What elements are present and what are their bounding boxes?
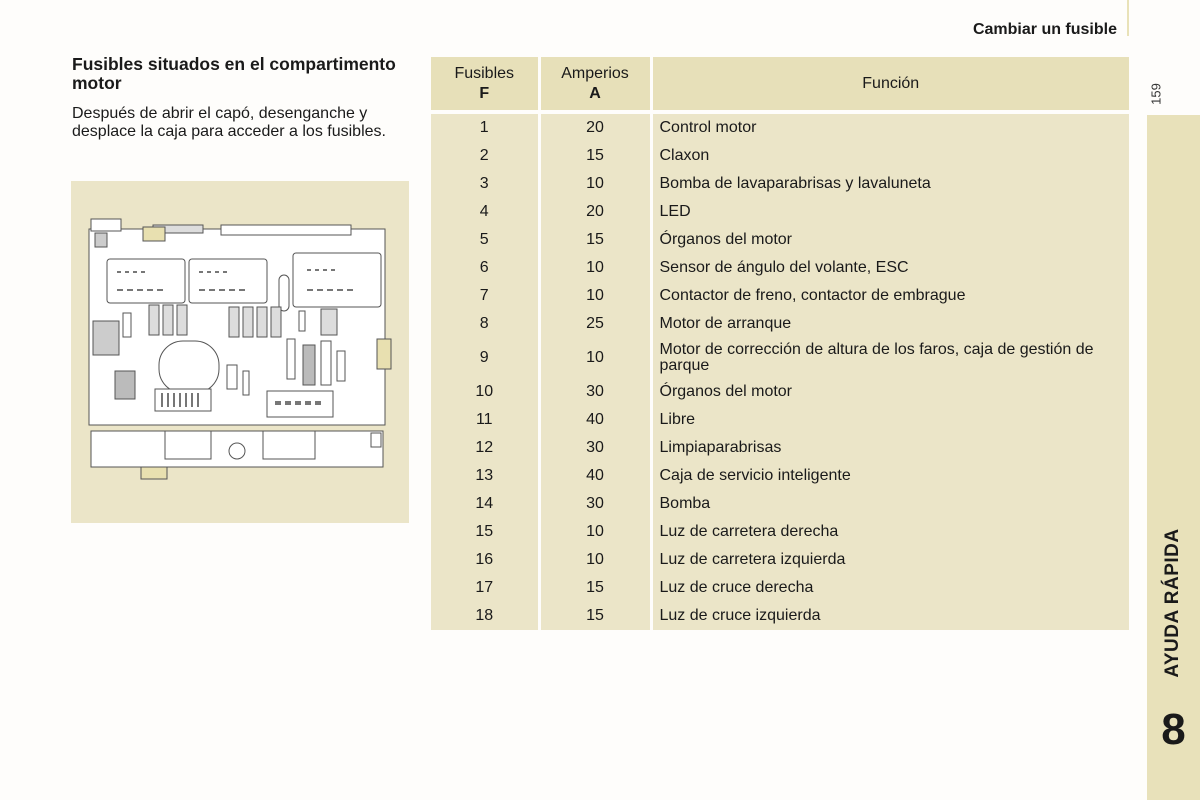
header-fuse-label: Fusibles: [454, 64, 515, 82]
amps-cell: 10: [539, 546, 651, 574]
amps-cell: 10: [539, 338, 651, 378]
table-row: [431, 170, 1129, 198]
table-row: [431, 546, 1129, 574]
table-row: [431, 254, 1129, 282]
fuse-number-cell: 11: [431, 406, 539, 434]
function-cell: Luz de cruce derecha: [651, 574, 1129, 602]
amps-cell: 20: [539, 198, 651, 226]
amps-cell: 15: [539, 574, 651, 602]
table-row: [431, 142, 1129, 170]
amps-cell: 10: [539, 170, 651, 198]
amps-cell: 15: [539, 142, 651, 170]
chapter-number: 8: [1161, 705, 1186, 754]
function-cell: Contactor de freno, contactor de embrague: [651, 282, 1129, 310]
amps-cell: 10: [539, 518, 651, 546]
table-row: [431, 338, 1129, 378]
header-fuse-unit: F: [479, 84, 490, 102]
table-row: [431, 282, 1129, 310]
fuse-number-cell: 3: [431, 170, 539, 198]
fuse-number-cell: 16: [431, 546, 539, 574]
amps-cell: 20: [539, 114, 651, 142]
function-cell: Luz de carretera derecha: [651, 518, 1129, 546]
table-row: [431, 462, 1129, 490]
table-row: [431, 114, 1129, 142]
function-cell: LED: [651, 198, 1129, 226]
function-cell: Motor de corrección de altura de los faros, caja de gestión de parque: [651, 338, 1129, 378]
function-cell: Control motor: [651, 114, 1129, 142]
header-function: Función: [651, 57, 1129, 110]
function-cell: Caja de servicio inteligente: [651, 462, 1129, 490]
table-row: [431, 226, 1129, 254]
fuse-number-cell: 8: [431, 310, 539, 338]
table-row: [431, 406, 1129, 434]
section-title: Fusibles situados en el compartimento motor: [72, 54, 396, 93]
fuse-box-diagram: [71, 181, 409, 523]
function-cell: Libre: [651, 406, 1129, 434]
table-row: [431, 602, 1129, 630]
function-cell: Órganos del motor: [651, 226, 1129, 254]
fuse-number-cell: 1: [431, 114, 539, 142]
amps-cell: 30: [539, 434, 651, 462]
table-row: [431, 490, 1129, 518]
chapter-side-tab: [1147, 115, 1200, 800]
table-row: [431, 378, 1129, 406]
fuse-number-cell: 13: [431, 462, 539, 490]
function-cell: Limpiaparabrisas: [651, 434, 1129, 462]
fuse-number-cell: 14: [431, 490, 539, 518]
fuse-number-cell: 18: [431, 602, 539, 630]
function-cell: Bomba: [651, 490, 1129, 518]
page-number-text: 159: [1148, 83, 1164, 105]
amps-cell: 10: [539, 282, 651, 310]
amps-cell: 15: [539, 226, 651, 254]
fuse-table: [431, 57, 1129, 630]
header-amps: [539, 57, 651, 110]
function-cell: Claxon: [651, 142, 1129, 170]
amps-cell: 15: [539, 602, 651, 630]
amps-cell: 30: [539, 490, 651, 518]
fuse-number-cell: 15: [431, 518, 539, 546]
table-row: [431, 434, 1129, 462]
fuse-number-cell: 4: [431, 198, 539, 226]
table-row: [431, 310, 1129, 338]
amps-cell: 10: [539, 254, 651, 282]
chapter-label: [1147, 115, 1200, 800]
page-header-title: Cambiar un fusible: [972, 21, 1117, 38]
function-cell: Bomba de lavaparabrisas y lavaluneta: [651, 170, 1129, 198]
section-body: Después de abrir el capó, desenganche y desplace la caja para acceder a los fusibles.: [72, 105, 386, 140]
fuse-number-cell: 12: [431, 434, 539, 462]
header-amps-unit: A: [589, 84, 601, 102]
function-cell: Luz de cruce izquierda: [651, 602, 1129, 630]
table-row: [431, 198, 1129, 226]
amps-cell: 40: [539, 406, 651, 434]
header-fuse: [431, 57, 539, 110]
fuse-number-cell: 7: [431, 282, 539, 310]
fuse-number-cell: 6: [431, 254, 539, 282]
function-cell: Sensor de ángulo del volante, ESC: [651, 254, 1129, 282]
fuse-table-header-row: [431, 57, 1129, 110]
fuse-box-illustration: [71, 181, 409, 523]
header-amps-label: Amperios: [561, 64, 629, 82]
header-rule: [1127, 0, 1129, 36]
amps-cell: 40: [539, 462, 651, 490]
amps-cell: 30: [539, 378, 651, 406]
chapter-label-text: AYUDA RÁPIDA: [1162, 528, 1183, 678]
fuse-number-cell: 9: [431, 338, 539, 378]
function-cell: Órganos del motor: [651, 378, 1129, 406]
function-cell: Motor de arranque: [651, 310, 1129, 338]
fuse-number-cell: 17: [431, 574, 539, 602]
table-row: [431, 574, 1129, 602]
page-number: [1145, 78, 1167, 110]
fuse-number-cell: 10: [431, 378, 539, 406]
fuse-number-cell: 5: [431, 226, 539, 254]
fuse-number-cell: 2: [431, 142, 539, 170]
function-cell: Luz de carretera izquierda: [651, 546, 1129, 574]
table-row: [431, 518, 1129, 546]
amps-cell: 25: [539, 310, 651, 338]
